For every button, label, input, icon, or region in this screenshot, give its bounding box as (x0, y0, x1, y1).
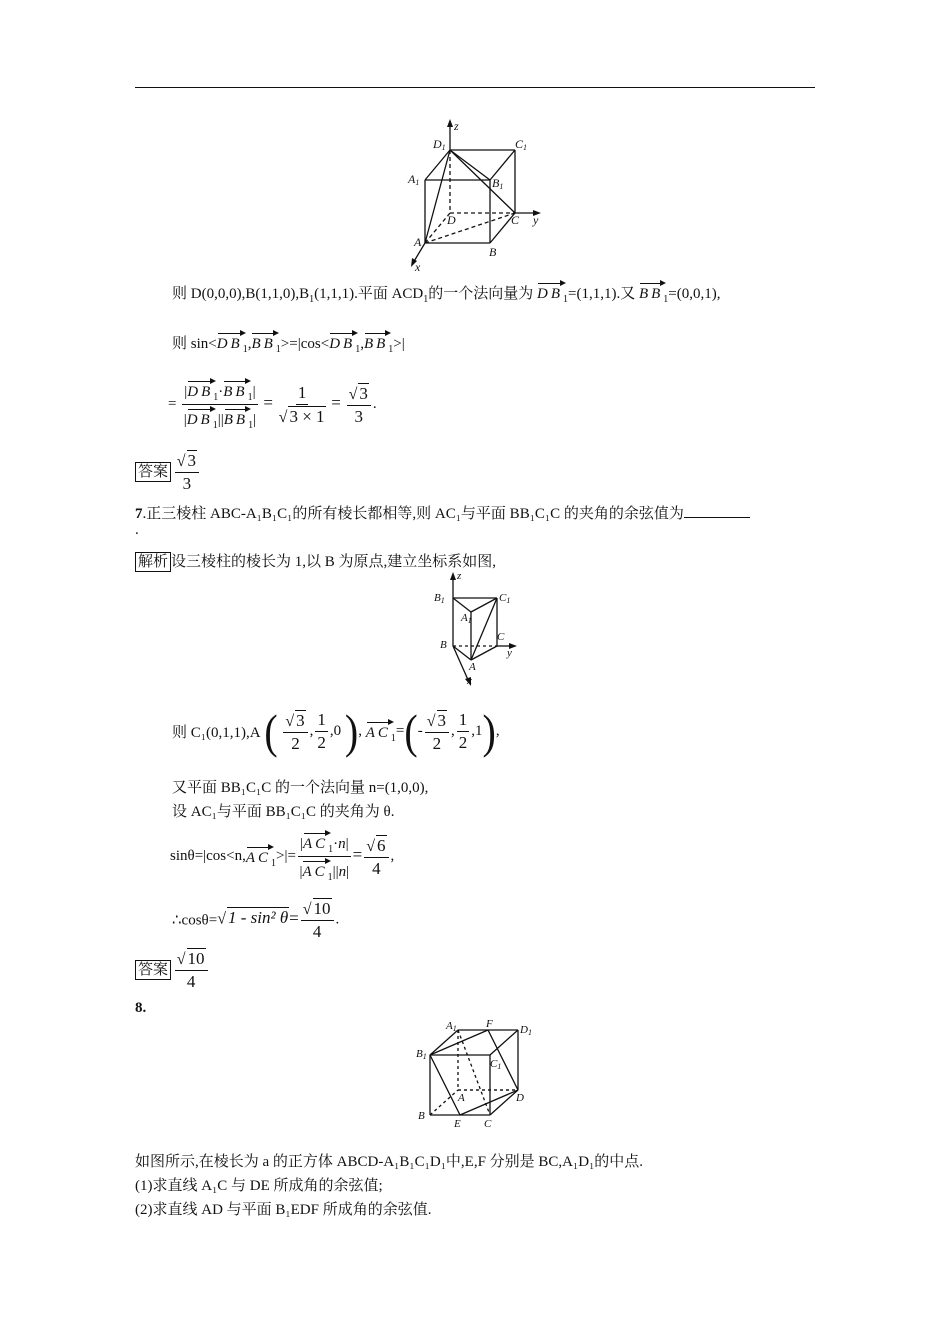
q7-coords: 则 C₁(0,1,1),A ( $\frac{√ 3}{2}$ , $\frac{1}{2}$ ,0 ), $AC_1=(-$ $\frac{√ 3}{2}$ , $\frac{1}{2}$ ,1), (172, 704, 500, 759)
cube-figure-2 (410, 1015, 550, 1135)
q6-line-2: 则 $\sin<DB_1,BB_1>=|\cos<DB_1,BB_1>|$ (172, 330, 405, 355)
svg-text:D: D (447, 213, 456, 227)
vector-db1: $DB_1$ (329, 330, 360, 355)
svg-text:C: C (497, 631, 505, 643)
svg-text:C: C (511, 213, 520, 227)
svg-text:B: B (489, 245, 497, 259)
svg-text:B: B (418, 1110, 425, 1122)
q6-line2-prefix: 则 sin< (172, 336, 217, 352)
svg-text:z: z (457, 570, 462, 582)
q8-part-2: (2)求直线 AD 与平面 B₁EDF 所成角的余弦值. (135, 1202, 432, 1218)
svg-text:A1: A1 (408, 172, 420, 187)
vector-bb1: $BB_1$ (639, 280, 668, 305)
q7-period: . (135, 522, 139, 538)
header-rule (135, 87, 815, 88)
vector-db1: $DB_1$ (217, 330, 248, 355)
svg-text:A1: A1 (446, 1020, 457, 1033)
q6-line1-eq1: =(1,1,1).又 (568, 286, 636, 302)
q7-question (135, 502, 750, 523)
svg-text:y: y (533, 213, 539, 227)
svg-text:B: B (440, 639, 447, 651)
q8-part-1: (1)求直线 A₁C 与 DE 所成角的余弦值; (135, 1178, 383, 1194)
svg-text:F: F (486, 1018, 493, 1030)
svg-text:D: D (516, 1092, 524, 1104)
vector-bb1: $BB_1$ (251, 330, 280, 355)
q7-coords-prefix: 则 C₁(0,1,1),A (172, 725, 261, 741)
answer-label: 答案 (135, 960, 171, 980)
svg-text:A: A (469, 661, 476, 673)
svg-text:B1: B1 (492, 176, 504, 191)
svg-text:C1: C1 (499, 592, 511, 605)
analysis-label: 解析 (135, 552, 171, 572)
q7-sin-mid: >|= (276, 848, 296, 864)
svg-text:x: x (467, 675, 472, 687)
fraction-dot-over-norms: $\frac{|DB_1\cdot BB_1|}{|DB_1||BB_1|}$ (182, 378, 257, 431)
svg-text:z: z (454, 119, 459, 133)
svg-text:B1: B1 (434, 592, 445, 605)
vector-bb1: $BB_1$ (364, 330, 393, 355)
svg-text:E: E (454, 1118, 461, 1130)
q8-desc: 如图所示,在棱长为 a 的正方体 ABCD-A₁B₁C₁D₁中,E,F 分别是 BC,A₁D₁的中点. (135, 1154, 644, 1170)
q6-line1-tail: 的一个法向量为 (428, 286, 534, 302)
fraction-root3-over-3: $\frac{√ 3}{3}$ (347, 383, 371, 427)
q7-angle: 设 AC₁与平面 BB₁C₁C 的夹角为 θ. (172, 804, 395, 820)
cube-figure-1 (395, 115, 555, 275)
svg-text:C: C (484, 1118, 492, 1130)
vector-db1: $DB_1$ (537, 280, 568, 305)
svg-text:D1: D1 (433, 137, 446, 152)
svg-text:y: y (507, 647, 512, 659)
q6-line2-mid: >=|cos< (280, 336, 330, 352)
svg-text:A1: A1 (461, 612, 472, 625)
answer-label: 答案 (135, 462, 171, 482)
q6-line2-end: >| (393, 336, 405, 352)
q6-line1-eq2: =(0,0,1), (668, 286, 721, 302)
q7-cos-prefix: ∴cosθ= (172, 912, 218, 929)
q7-sin-prefix: sinθ=|cos<n, (170, 848, 246, 864)
answer-fraction: $\frac{√ 3}{3}$ (175, 450, 199, 494)
svg-text:A: A (414, 235, 422, 249)
q6-line-3: = $\frac{|DB_1\cdot BB_1|}{|DB_1||BB_1|}$ = $\frac{1}{√ 3 \times 1}$ = $\frac{√ 3}{3}$ . (168, 378, 377, 431)
q6-answer (135, 450, 201, 494)
q7-sin: $\sin\theta=|\cos<n,AC_1>|=$ $\frac{|AC_1\cdot n|}{|AC_1||n|}$ = $\frac{√ 6}{4}$ , (170, 830, 394, 883)
q7-cos: ∴cosθ=√ 1 - sin² θ= $\frac{√ 10}{4}$ . (172, 899, 340, 941)
q7-number: 7 (135, 506, 143, 522)
q7-normal: 又平面 BB₁C₁C 的一个法向量 n=(1,0,0), (172, 780, 429, 796)
q6-line1-prefix: 则 D(0,0,0),B(1,1,0),B (172, 286, 310, 302)
q6-line-1: 则 $D(0,0,0),B(1,1,0),B_1(1,1,1)$.平面 $ACD_1$的一个法向量为 $DB_1=(1,1,1)$.又 $BB_1=(0,0,1)$, (172, 280, 721, 305)
svg-text:B1: B1 (416, 1048, 427, 1061)
q7-answer: 答案 $\frac{√ 10}{4}$ (135, 948, 210, 992)
equals: = (168, 395, 177, 412)
q7-question-text: .正三棱柱 ABC-A₁B₁C₁的所有棱长都相等,则 AC₁与平面 BB₁C₁C 的夹角的余弦值为 (142, 506, 684, 522)
svg-text:C1: C1 (515, 137, 528, 152)
fraction-one-over-root3: $\frac{1}{√ 3 \times 1}$ (278, 382, 325, 426)
q8-number: 8. (135, 1000, 147, 1016)
svg-text:A: A (458, 1092, 465, 1104)
svg-text:D1: D1 (520, 1024, 532, 1037)
svg-text:x: x (415, 260, 421, 274)
q7-analysis-text: 设三棱柱的棱长为 1,以 B 为原点,建立坐标系如图, (171, 554, 497, 570)
q6-line1-b1: (1,1,1).平面 ACD (314, 286, 424, 302)
svg-text:C1: C1 (490, 1058, 502, 1071)
prism-figure (425, 568, 525, 688)
answer-blank (684, 503, 750, 518)
